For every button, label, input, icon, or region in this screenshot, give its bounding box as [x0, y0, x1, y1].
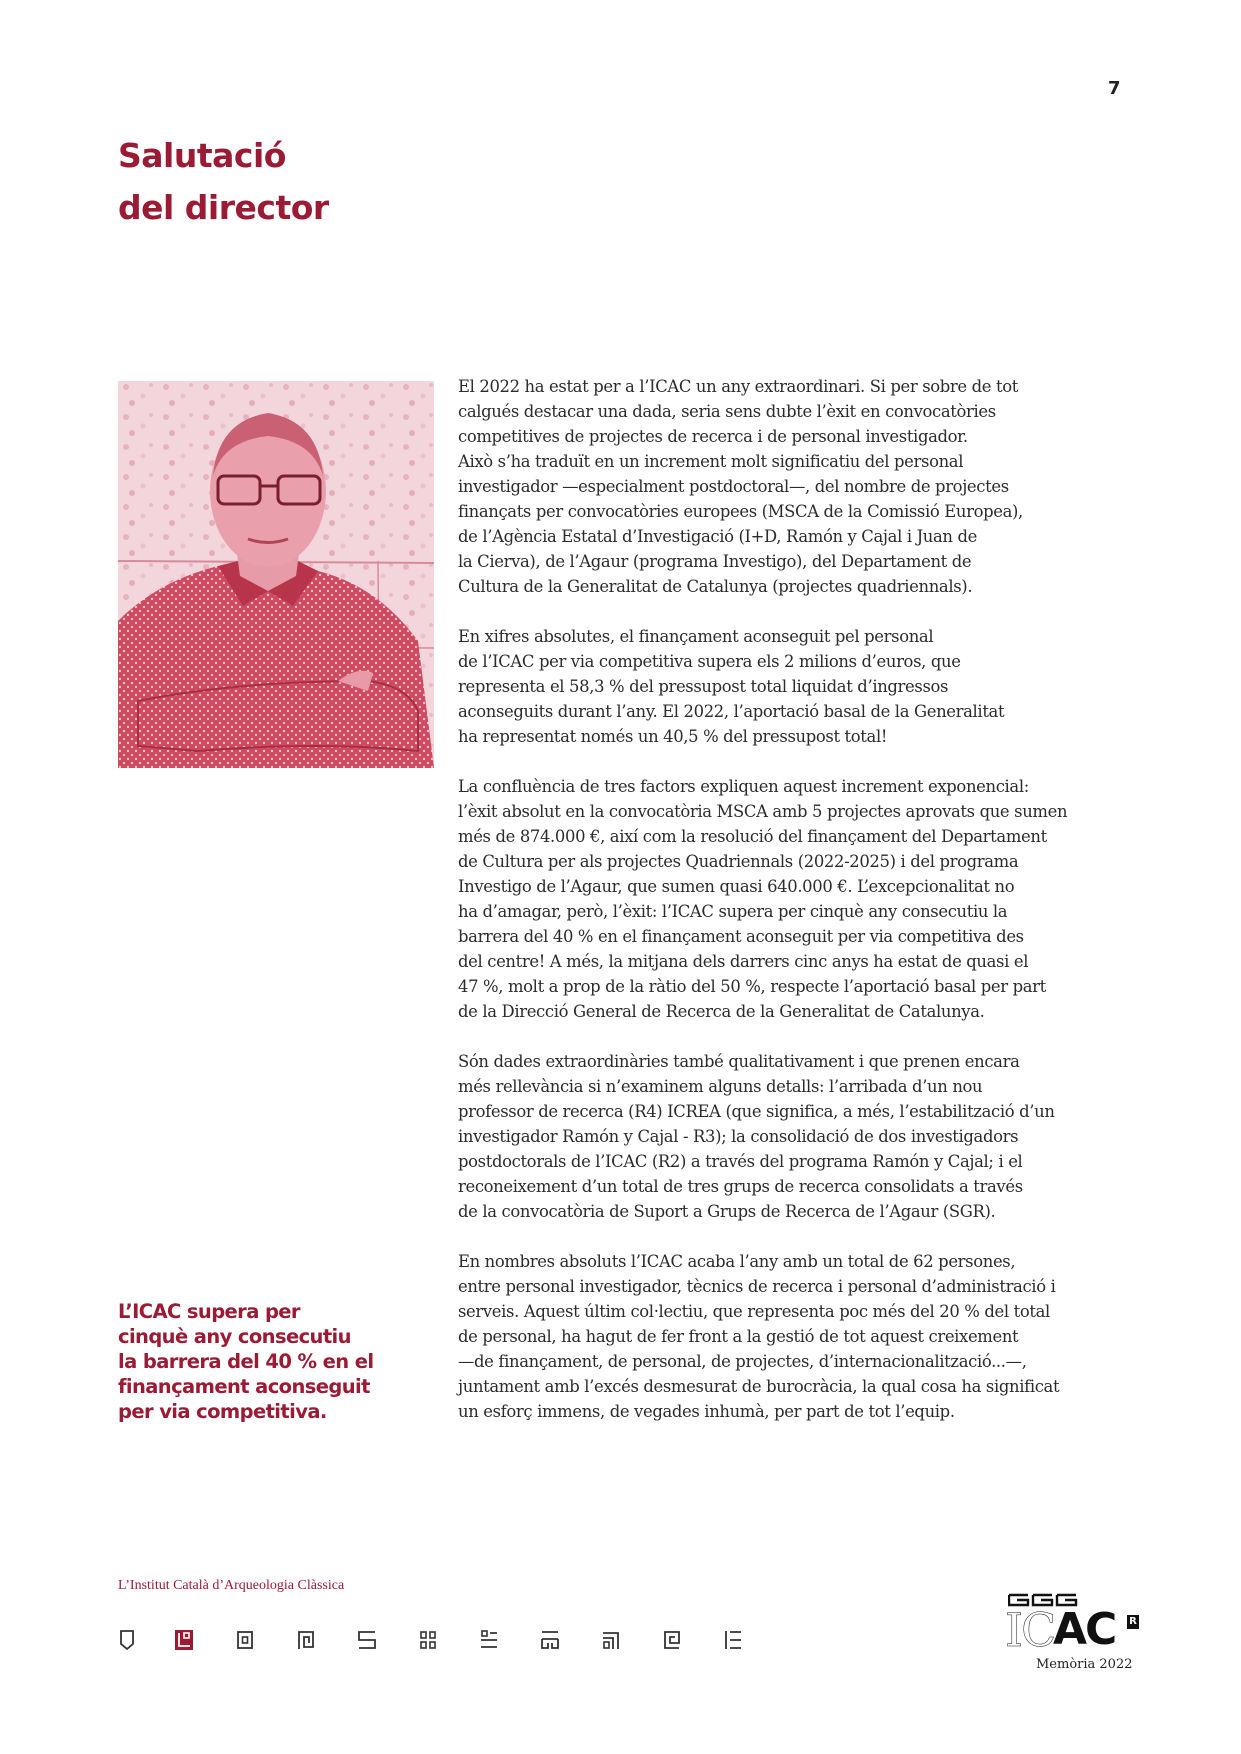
text-line: competitives de projectes de recerca i de personal investigador. — [458, 427, 968, 446]
paragraph — [458, 774, 1098, 1024]
four-squares-icon[interactable] — [419, 1629, 437, 1651]
text-line: investigador —especialment postdoctoral—, del nombre de projectes — [458, 477, 1009, 496]
text-line: El 2022 ha estat per a l’ICAC un any extraordinari. Si per sobre de tot — [458, 377, 1018, 396]
logo-wordmark-bold: AC — [1053, 1604, 1116, 1655]
meander-split-icon[interactable] — [541, 1629, 559, 1651]
meander-spiral-icon[interactable] — [297, 1629, 315, 1651]
paragraph — [458, 1049, 1098, 1224]
meander-s-icon[interactable] — [358, 1629, 376, 1651]
text-line: de l’Agència Estatal d’Investigació (I+D, Ramón y Cajal i Juan de — [458, 527, 977, 546]
title-line: Salutació — [118, 136, 286, 175]
portrait-image — [118, 381, 434, 768]
text-line: La confluència de tres factors expliquen aquest increment exponencial: — [458, 777, 1029, 796]
text-line: 47 %, molt a prop de la ràtio del 50 %, respecte l’aportació basal per part — [458, 977, 1046, 996]
shield-icon[interactable] — [118, 1629, 136, 1651]
meander-c-icon[interactable] — [663, 1629, 681, 1651]
text-line: Això s’ha traduït en un increment molt significatiu del personal — [458, 452, 964, 471]
text-line: un esforç immens, de vegades inhumà, per part de tot l’equip. — [458, 1402, 955, 1421]
meander-hook-icon[interactable] — [602, 1629, 620, 1651]
pull-quote-line: cinquè any consecutiu — [118, 1325, 351, 1348]
paragraph — [458, 624, 1098, 749]
text-line: investigador Ramón y Cajal - R3); la consolidació de dos investigadors — [458, 1127, 1019, 1146]
text-line: juntament amb l’excés desmesurat de burocràcia, la qual cosa ha significat — [458, 1377, 1060, 1396]
article-body — [458, 374, 1098, 1449]
text-line: professor de recerca (R4) ICREA (que significa, a més, l’estabilització d’un — [458, 1102, 1055, 1121]
text-line: del centre! A més, la mitjana dels darrers cinc anys ha estat de quasi el — [458, 952, 1029, 971]
text-line: ha d’amagar, però, l’èxit: l’ICAC supera per cinquè any consecutiu la — [458, 902, 1008, 921]
text-line: de personal, ha hagut de fer front a la gestió de tot aquest creixement — [458, 1327, 1019, 1346]
text-line: En xifres absolutes, el finançament aconseguit pel personal — [458, 627, 934, 646]
logo-subtitle: Memòria 2022 — [1036, 1657, 1133, 1672]
bar-lines-icon[interactable] — [724, 1629, 742, 1651]
text-line: Investigo de l’Agaur, que sumen quasi 640.000 €. L’excepcionalitat no — [458, 877, 1015, 896]
text-line: de l’ICAC per via competitiva supera els 2 milions d’euros, que — [458, 652, 961, 671]
text-line: En nombres absoluts l’ICAC acaba l’any amb un total de 62 persones, — [458, 1252, 1016, 1271]
text-line: més rellevància si n’examinem alguns detalls: l’arribada d’un nou — [458, 1077, 983, 1096]
text-line: finançats per convocatòries europees (MSCA de la Comissió Europea), — [458, 502, 1023, 521]
text-line: Cultura de la Generalitat de Catalunya (projectes quadriennals). — [458, 577, 973, 596]
text-line: postdoctorals de l’ICAC (R2) a través del programa Ramón y Cajal; i el — [458, 1152, 1023, 1171]
logo-wordmark-light: IC — [1005, 1603, 1055, 1657]
registered-mark: R — [1127, 1615, 1139, 1629]
text-line: de Cultura per als projectes Quadriennals (2022-2025) i del programa — [458, 852, 1019, 871]
text-line: la Cierva), de l’Agaur (programa Investigo), del Departament de — [458, 552, 972, 571]
pull-quote-line: finançament aconseguit — [118, 1375, 370, 1398]
square-lines-icon[interactable] — [480, 1629, 498, 1651]
text-line: —de finançament, de personal, de projectes, d’internacionalització...—, — [458, 1352, 1027, 1371]
pull-quote-line: L’ICAC supera per — [118, 1300, 300, 1323]
text-line: reconeixement d’un total de tres grups de recerca consolidats a través — [458, 1177, 1023, 1196]
page-title — [118, 130, 329, 234]
text-line: representa el 58,3 % del pressupost total liquidat d’ingressos — [458, 677, 949, 696]
title-line: del director — [118, 188, 329, 227]
text-line: més de 874.000 €, així com la resolució del finançament del Departament — [458, 827, 1047, 846]
text-line: serveis. Aquest últim col·lectiu, que representa poc més del 20 % del total — [458, 1302, 1050, 1321]
text-line: aconseguits durant l’any. El 2022, l’aportació basal de la Generalitat — [458, 702, 1005, 721]
text-line: l’èxit absolut en la convocatòria MSCA amb 5 projectes aprovats que sumen — [458, 802, 1068, 821]
text-line: de la convocatòria de Suport a Grups de Recerca de l’Agaur (SGR). — [458, 1202, 996, 1221]
meander-corner-icon[interactable] — [175, 1629, 193, 1651]
text-line: entre personal investigador, tècnics de recerca i personal d’administració i — [458, 1277, 1056, 1296]
square-in-square-icon[interactable] — [236, 1629, 254, 1651]
pull-quote-line: per via competitiva. — [118, 1400, 327, 1423]
icac-logo — [1005, 1593, 1145, 1683]
page-number: 7 — [1108, 78, 1121, 99]
paragraph — [458, 374, 1098, 599]
director-photo — [118, 381, 434, 768]
text-line: ha representat només un 40,5 % del pressupost total! — [458, 727, 888, 746]
text-line: barrera del 40 % en el finançament aconseguit per via competitiva des — [458, 927, 1024, 946]
pull-quote — [118, 1299, 418, 1424]
text-line: de la Direcció General de Recerca de la Generalitat de Catalunya. — [458, 1002, 985, 1021]
text-line: Són dades extraordinàries també qualitativament i que prenen encara — [458, 1052, 1020, 1071]
pull-quote-line: la barrera del 40 % en el — [118, 1350, 374, 1373]
paragraph — [458, 1249, 1098, 1424]
footer-organization: L’Institut Català d’Arqueologia Clàssica — [118, 1578, 345, 1593]
text-line: calgués destacar una dada, seria sens dubte l’èxit en convocatòries — [458, 402, 996, 421]
